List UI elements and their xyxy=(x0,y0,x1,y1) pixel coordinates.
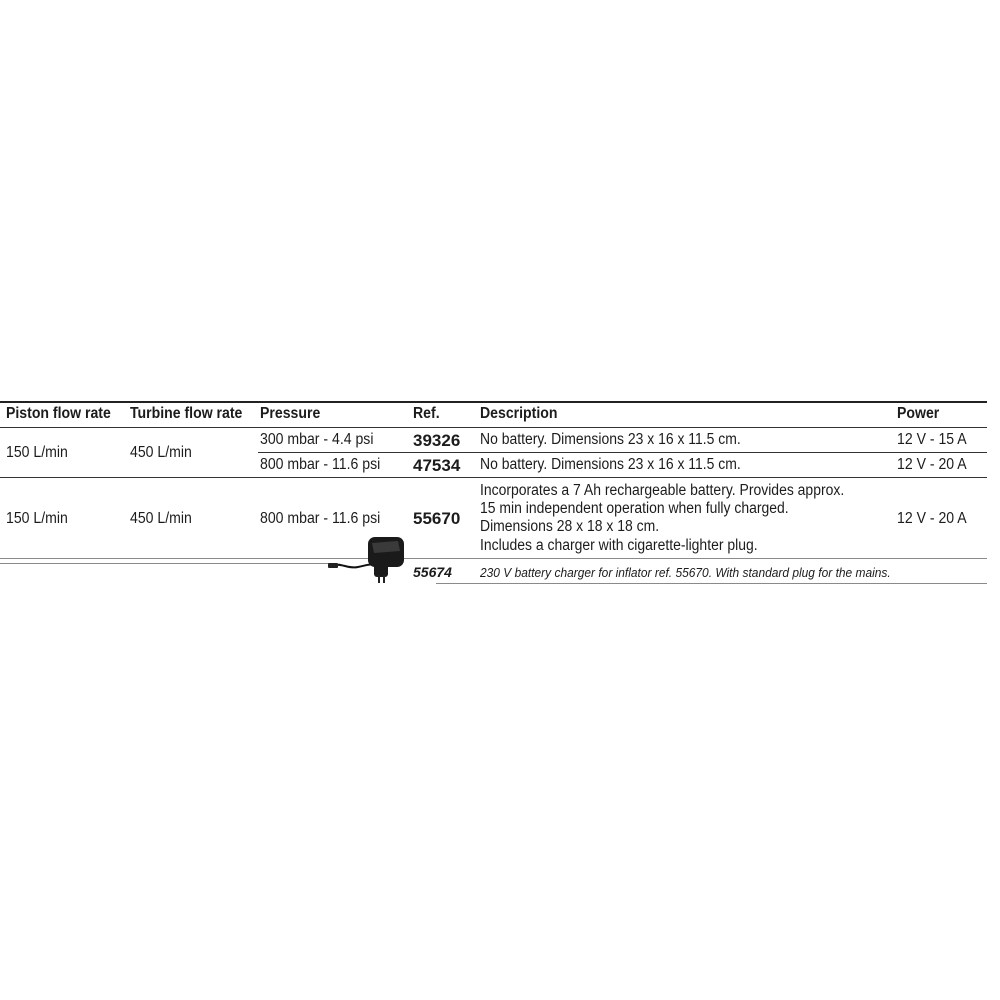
row-55670-description-line-4: Includes a charger with cigarette-lighter plug. xyxy=(480,537,758,554)
accessory-description: 230 V battery charger for inflator ref. 55670. With standard plug for the mains. xyxy=(480,565,891,580)
row-39326-rule xyxy=(258,452,987,453)
group1-turbine-flow: 450 L/min xyxy=(130,444,192,461)
row-55670-pressure: 800 mbar - 11.6 psi xyxy=(260,510,381,527)
row-47534-power: 12 V - 20 A xyxy=(897,456,967,473)
row-47534-pressure: 800 mbar - 11.6 psi xyxy=(260,456,381,473)
group2-bottom-rule xyxy=(0,558,987,559)
header-ref: Ref. xyxy=(413,405,440,422)
header-power: Power xyxy=(897,405,940,422)
battery-charger-icon xyxy=(328,533,412,585)
row-55670-description-line-2: 15 min independent operation when fully charged. xyxy=(480,500,789,517)
header-description: Description xyxy=(480,405,558,422)
header-bottom-rule xyxy=(0,427,987,428)
group2-piston-flow: 150 L/min xyxy=(6,510,68,527)
row-47534-description: No battery. Dimensions 23 x 16 x 11.5 cm. xyxy=(480,456,741,473)
header-piston-flow-rate: Piston flow rate xyxy=(6,405,111,422)
header-turbine-flow-rate: Turbine flow rate xyxy=(130,405,243,422)
row-55670-power: 12 V - 20 A xyxy=(897,510,967,527)
row-55670-description-line-1: Incorporates a 7 Ah rechargeable battery. Provides approx. xyxy=(480,482,845,499)
row-55670-description-line-3: Dimensions 28 x 18 x 18 cm. xyxy=(480,518,660,535)
row-55670-ref: 55670 xyxy=(413,509,461,528)
row-39326-ref: 39326 xyxy=(413,431,461,450)
accessory-ref: 55674 xyxy=(413,564,452,580)
group1-bottom-rule xyxy=(0,477,987,478)
group2-turbine-flow: 450 L/min xyxy=(130,510,192,527)
table-top-rule xyxy=(0,401,987,403)
group2-bottom-rule-short xyxy=(0,563,330,564)
header-pressure: Pressure xyxy=(260,405,321,422)
group1-piston-flow: 150 L/min xyxy=(6,444,68,461)
row-39326-pressure: 300 mbar - 4.4 psi xyxy=(260,431,374,448)
row-39326-description: No battery. Dimensions 23 x 16 x 11.5 cm. xyxy=(480,431,741,448)
row-39326-power: 12 V - 15 A xyxy=(897,431,967,448)
accessory-bottom-rule xyxy=(436,583,987,584)
row-47534-ref: 47534 xyxy=(413,456,461,475)
